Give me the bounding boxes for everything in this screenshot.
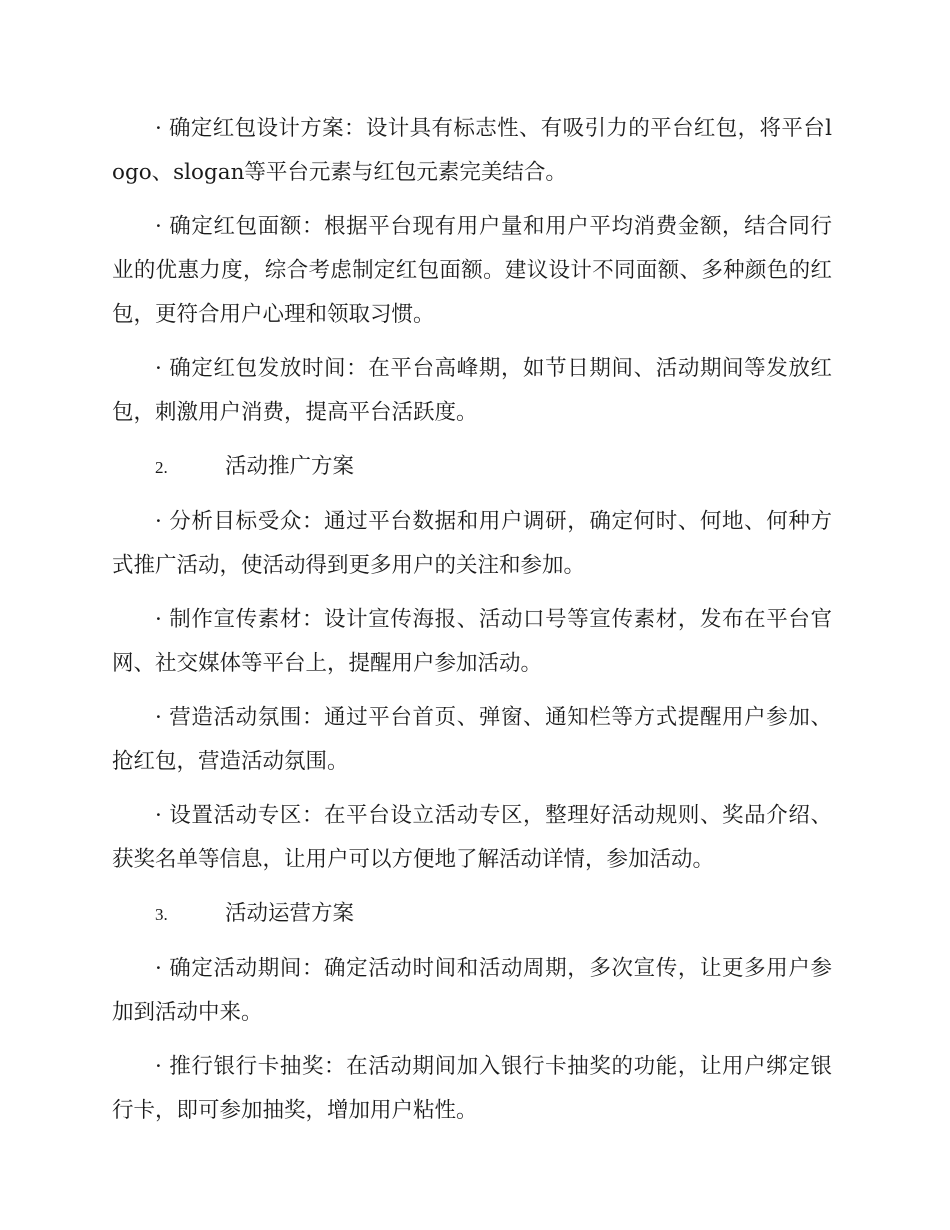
paragraph-bank-card-lottery: · 推行银行卡抽奖：在活动期间加入银行卡抽奖的功能，让用户绑定银行卡，即可参加抽奖，增加用户粘性。 [112, 1054, 832, 1123]
paragraph-redpacket-amount: · 确定红包面额：根据平台现有用户量和用户平均消费金额，结合同行业的优惠力度，综合考虑制定红包面额。建议设计不同面额、多种颜色的红包，更符合用户心理和领取习惯。 [112, 214, 832, 327]
paragraph-atmosphere: · 营造活动氛围：通过平台首页、弹窗、通知栏等方式提醒用户参加、抢红包，营造活动氛围。 [112, 705, 832, 774]
paragraph-activity-zone: · 设置活动专区：在平台设立活动专区，整理好活动规则、奖品介绍、获奖名单等信息，让用户可以方便地了解活动详情，参加活动。 [112, 803, 832, 872]
paragraph-activity-period: · 确定活动期间：确定活动时间和活动周期，多次宣传，让更多用户参加到活动中来。 [112, 956, 832, 1025]
paragraph-promo-materials: · 制作宣传素材：设计宣传海报、活动口号等宣传素材，发布在平台官网、社交媒体等平台上，提醒用户参加活动。 [112, 607, 832, 676]
section-heading-promotion [112, 445, 832, 490]
section-title: 活动运营方案 [225, 901, 355, 926]
section-heading-operation [112, 892, 832, 937]
paragraph-redpacket-timing: · 确定红包发放时间：在平台高峰期，如节日期间、活动期间等发放红包，刺激用户消费，提高平台活跃度。 [112, 356, 832, 425]
section-title: 活动推广方案 [225, 454, 355, 479]
section-number: 3. [155, 905, 168, 924]
section-number: 2. [155, 458, 168, 477]
document-body [112, 107, 832, 1143]
paragraph-redpacket-design: · 确定红包设计方案：设计具有标志性、有吸引力的平台红包，将平台logo、slogan等平台元素与红包元素完美结合。 [112, 116, 832, 185]
paragraph-target-audience: · 分析目标受众：通过平台数据和用户调研，确定何时、何地、何种方式推广活动，使活动得到更多用户的关注和参加。 [112, 509, 832, 578]
